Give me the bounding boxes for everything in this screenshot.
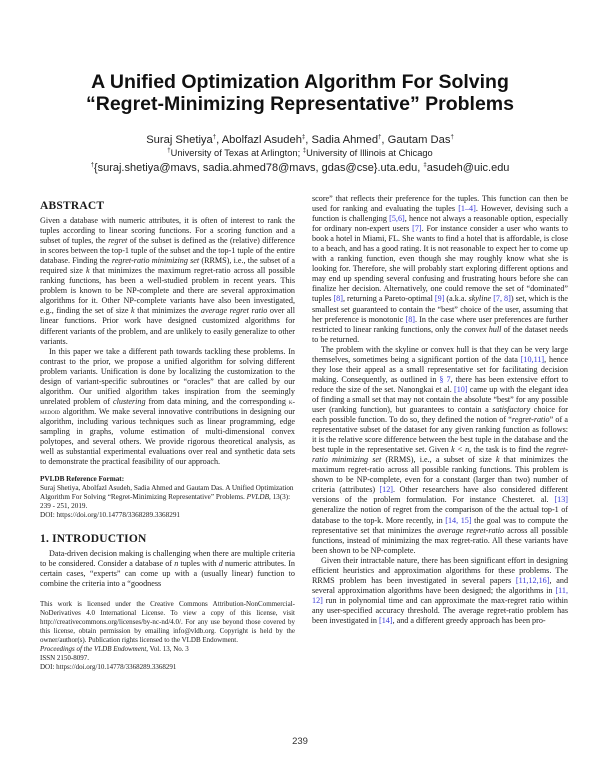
affiliation-uta: University of Texas at Arlington; — [170, 148, 303, 158]
text: run in polynomial time and can approximate the max-regret ratio within any user-specified accuracy threshold. The average regret-ratio problem has been investigated in — [312, 595, 568, 625]
license-notice — [40, 600, 295, 671]
title-line-1: A Unified Optimization Algorithm For Solving — [91, 71, 509, 93]
author-list — [0, 133, 600, 147]
text: score” that reflects their preference for the tuples. This function can then be used for ranking and evaluating the tuples — [312, 194, 568, 214]
emphasis: regret — [108, 236, 128, 246]
email-group: {suraj.shetiya@mavs, sadia.ahmed78@mavs, gdas@cse}.uta.edu, — [93, 162, 424, 174]
citation-link[interactable]: [8] — [405, 314, 416, 324]
reference-doi[interactable]: DOI: https://doi.org/10.14778/3368289.3368291 — [40, 511, 181, 520]
math-var: k — [495, 455, 500, 465]
text: Data-driven decision making is challenging when there are multiple criteria to be considered. Consider a database of — [40, 549, 295, 569]
text: The problem with the skyline or convex hull is that they can be very large themselves, sometimes being a significant portion of the data — [312, 344, 568, 364]
affiliation-mark: ‡ — [302, 147, 307, 154]
citation-link[interactable]: [9] — [434, 294, 445, 304]
math-var: k — [85, 266, 90, 276]
affiliation-mark: † — [167, 147, 171, 154]
text: , Vol. 13, No. 3 — [146, 644, 189, 653]
author-name: Abolfazl Asudeh — [221, 134, 302, 146]
text: . For instance consider a user who wants to book a hotel in Miami, FL. She wants to find a hotel that is affordable, is close to a beach, and has a good rating. It is not reasonable to expect her to come up with a ranking function, even though she may roughly know what she is looking for. Therefore, she will probably start exploring different options and may end up spending several confusing and frustrating hours before she can finalize her decision. Alternatively, one could remove the set of “dominated” tuples — [312, 224, 568, 304]
text: (RRMS), i.e., the subset of a required size — [40, 256, 295, 276]
text: , returning a Pareto-optimal — [342, 294, 435, 304]
affiliation-mark: † — [450, 134, 454, 141]
text: generalize the notion of regret from the comparison of the the actual top-1 of database to the top-k. More recently, in — [312, 505, 568, 525]
text: (RRMS), i.e., a subset of size — [381, 455, 496, 465]
text: across all possible functions, instead of minimizing the max regret-ratio. All these variants have been shown to be NP-complete. — [312, 525, 568, 555]
journal-name: PVLDB — [246, 493, 269, 502]
author-name: Suraj Shetiya — [146, 134, 213, 146]
citation-link[interactable]: [10,11] — [520, 354, 545, 364]
math-var: d — [218, 559, 223, 569]
text: tuples with — [178, 559, 219, 569]
intro-paragraph-1-cont — [312, 194, 568, 345]
math-var: k — [131, 306, 135, 316]
proceedings-line — [40, 645, 295, 654]
abstract-heading: ABSTRACT — [40, 200, 105, 212]
emphasis: satisfactory — [492, 404, 531, 414]
license-doi[interactable]: DOI: https://doi.org/10.14778/3368289.3368291 — [40, 662, 177, 671]
text: . Other researchers have also considered different versions of the problem formulation. For instance Chesteret. al. — [312, 485, 568, 505]
text: over all linear functions. Prior work have designed customized algorithms for different variants of the problem, and are unlikely to easily generalize to other variants. — [40, 306, 295, 346]
abstract-paragraph-1 — [40, 216, 295, 347]
text: , there has been extensive effort to reduce the size of the set. Nanongkai et al. — [312, 374, 569, 394]
paper-title — [0, 71, 600, 115]
affiliation-mark: † — [90, 162, 94, 169]
affiliation-mark: † — [378, 134, 382, 141]
text: that minimizes the maximum regret-ratio across all possible ranking functions, has been a well-studied problem in recent years. This problem is known to be NP-complete and there are several approximation algorithms for it. Other NP-complete variants have also been investigated, e.g., finding the set of size — [40, 266, 295, 316]
affiliations — [0, 147, 600, 159]
text: , and a different greedy approach has been pro- — [392, 615, 546, 625]
author-name: Gautam Das — [387, 134, 451, 146]
separator: , — [305, 134, 312, 146]
text: that minimizes the — [134, 306, 201, 316]
page-number: 239 — [292, 736, 308, 747]
citation-link[interactable]: [8] — [333, 294, 343, 304]
separator: , — [216, 134, 222, 146]
text: algorithm. We make several innovative contributions in designing our algorithm, including various techniques such as linear programming, edge sampling in graphs, volume estimation of multi-dimensional convex polytopes, and several others. We provide rigorous theoretical analysis, as well as substantial experimental evaluations over real and synthetic data sets to demonstrate the practical feasibility of our approach. — [40, 406, 295, 467]
text: from data mining, and the corresponding — [145, 396, 289, 406]
text: Given their intractable nature, there has been significant effort in designing efficient heuristics and approximation algorithms for these problems. The RRMS problem has been investigated in several papers — [312, 555, 568, 585]
text: that minimizes the maximum regret-ratio across all possible ranking functions. This problem is shown to be NP-complete, even for a constant (larger than two) number of criteria (attributes) — [312, 455, 568, 495]
math-expression: k < n — [451, 445, 470, 455]
section-link[interactable]: § 7 — [439, 374, 451, 384]
text: , and several approximation algorithms have been designed; the algorithms in — [312, 575, 569, 595]
reference-format-heading: PVLDB Reference Format: — [40, 475, 125, 484]
left-column — [40, 199, 295, 672]
citation-link[interactable]: [7] — [412, 224, 422, 234]
citation-link[interactable]: [14, 15] — [445, 515, 472, 525]
citation-link[interactable]: [7, 8] — [493, 294, 511, 304]
text: the goal was to compute the representative set that minimizes the — [312, 515, 568, 535]
text: . However, devising such a function is challenging — [312, 204, 568, 224]
text: Suraj Shetiya, Abolfazl Asudeh, Sadia Ahmed and Gautam Das. A Unified Optimization Algorithm For Solving “Regret-Minimizing Representative” Problems. — [40, 484, 294, 502]
text: , hence they lose their appeal as a small representative set for facilitating decision making. Consequently, as outlined in — [312, 354, 568, 384]
license-text: This work is licensed under the Creative Commons Attribution-NonCommercial-NoDerivatives 4.0 International License. To view a copy of this license, visit http://creativecommons.org/licenses/by-nc-nd/4.0/. For any use beyond those covered by this license, obtain permission by emailing info@vldb.org. Copyright is held by the owner/author(s). Publication rights licensed to the VLDB Endowment. — [40, 600, 295, 644]
email-single: asudeh@uic.edu — [426, 162, 510, 174]
separator: , — [381, 134, 388, 146]
affiliation-mark: † — [212, 134, 217, 141]
emphasis: convex hull — [463, 324, 502, 334]
text: choice for each possible function. To do so, they defined the notion of “ — [312, 404, 568, 425]
issn: ISSN 2150-8097. — [40, 653, 90, 662]
text: numeric attributes. In certain cases, “experts” can come up with a (usually linear) function to combine the criteria into a “goodness — [40, 559, 295, 589]
text: , the task is to find the — [469, 445, 547, 455]
right-column — [312, 194, 568, 626]
author-name: Sadia Ahmed — [311, 134, 379, 146]
text: came up with the elegant idea of finding a small set that may not contain the absolute “best” for any possible user (ranking function), but guarantees to contain a — [312, 384, 568, 414]
citation-link[interactable]: [11, 12] — [312, 585, 568, 605]
citation-link[interactable]: [11,12,16] — [515, 575, 550, 585]
intro-paragraph-3 — [312, 556, 568, 626]
text: (a.k.a. — [444, 294, 469, 304]
citation-link[interactable]: [1–4] — [458, 204, 476, 214]
citation-link[interactable]: [5,6] — [389, 214, 405, 224]
text: . In the case where user preferences are further restricted to linear ranking functions, only the — [312, 314, 568, 334]
affiliation-mark: ‡ — [423, 162, 427, 169]
text: In this paper we take a different path towards tackling these problems. In contrast to the prior, we propose a unified algorithm for solving different problem variants. Unification is done by localizing the customization to the design of variant-specific subroutines or “oracles” that are called by our algorithm. Our unified algorithm takes inspiration from the seemingly unrelated problem of — [40, 346, 295, 406]
text: , 13(3): 239 - 251, 2019. — [40, 493, 291, 511]
introduction-paragraph-1 — [40, 549, 295, 589]
emphasis: skyline — [468, 294, 492, 304]
affiliation-mark: ‡ — [301, 134, 306, 141]
emphasis: average regret-ratio — [437, 525, 505, 535]
citation-link[interactable]: [10] — [454, 384, 468, 394]
author-emails — [0, 161, 600, 175]
text: Given a database with numeric attributes, it is often of interest to rank the tuples according to linear scoring functions. For a scoring function and a subset of tuples, the — [40, 216, 295, 246]
math-var: n — [174, 559, 179, 569]
citation-link[interactable]: [13] — [554, 495, 568, 505]
citation-link[interactable]: [12] — [379, 485, 394, 495]
text: of the subset is defined as the (relative) difference in scores between the top-1 tuple of the subset and the top-1 tuple of the entire database. Finding the — [40, 236, 295, 266]
introduction-heading: 1. INTRODUCTION — [40, 533, 147, 546]
abstract-paragraph-2 — [40, 347, 295, 468]
emphasis: regret-ratio minimizing set — [111, 256, 200, 266]
reference-format-body — [40, 484, 295, 520]
title-line-2: “Regret-Minimizing Representative” Problems — [85, 93, 514, 115]
emphasis: clustering — [113, 396, 146, 406]
text: of the dataset needs to be returned. — [312, 324, 568, 344]
text: , hence not always a reasonable option, especially for ordinary non-expert users — [312, 214, 568, 234]
text: ” of a representative subset of the dataset for any given ranking function as follows: it is the relative score difference between the best tuple in the database and the best tuple in the representative set. Given — [312, 415, 568, 455]
emphasis: regret-ratio minimizing set — [312, 445, 568, 465]
emphasis: regret-ratio — [511, 415, 550, 425]
text: ) set, which is the smallest set guaranteed to contain the “best” choice of the user, assuming that her preference is monotonic — [312, 294, 568, 324]
citation-link[interactable]: [14] — [379, 615, 393, 625]
intro-paragraph-2 — [312, 345, 568, 556]
affiliation-uic: University of Illinois at Chicago — [306, 148, 433, 158]
proceedings-name: Proceedings of the VLDB Endowment — [40, 644, 147, 653]
algorithm-name: k-medoid — [40, 396, 295, 416]
emphasis: average regret ratio — [200, 306, 268, 316]
